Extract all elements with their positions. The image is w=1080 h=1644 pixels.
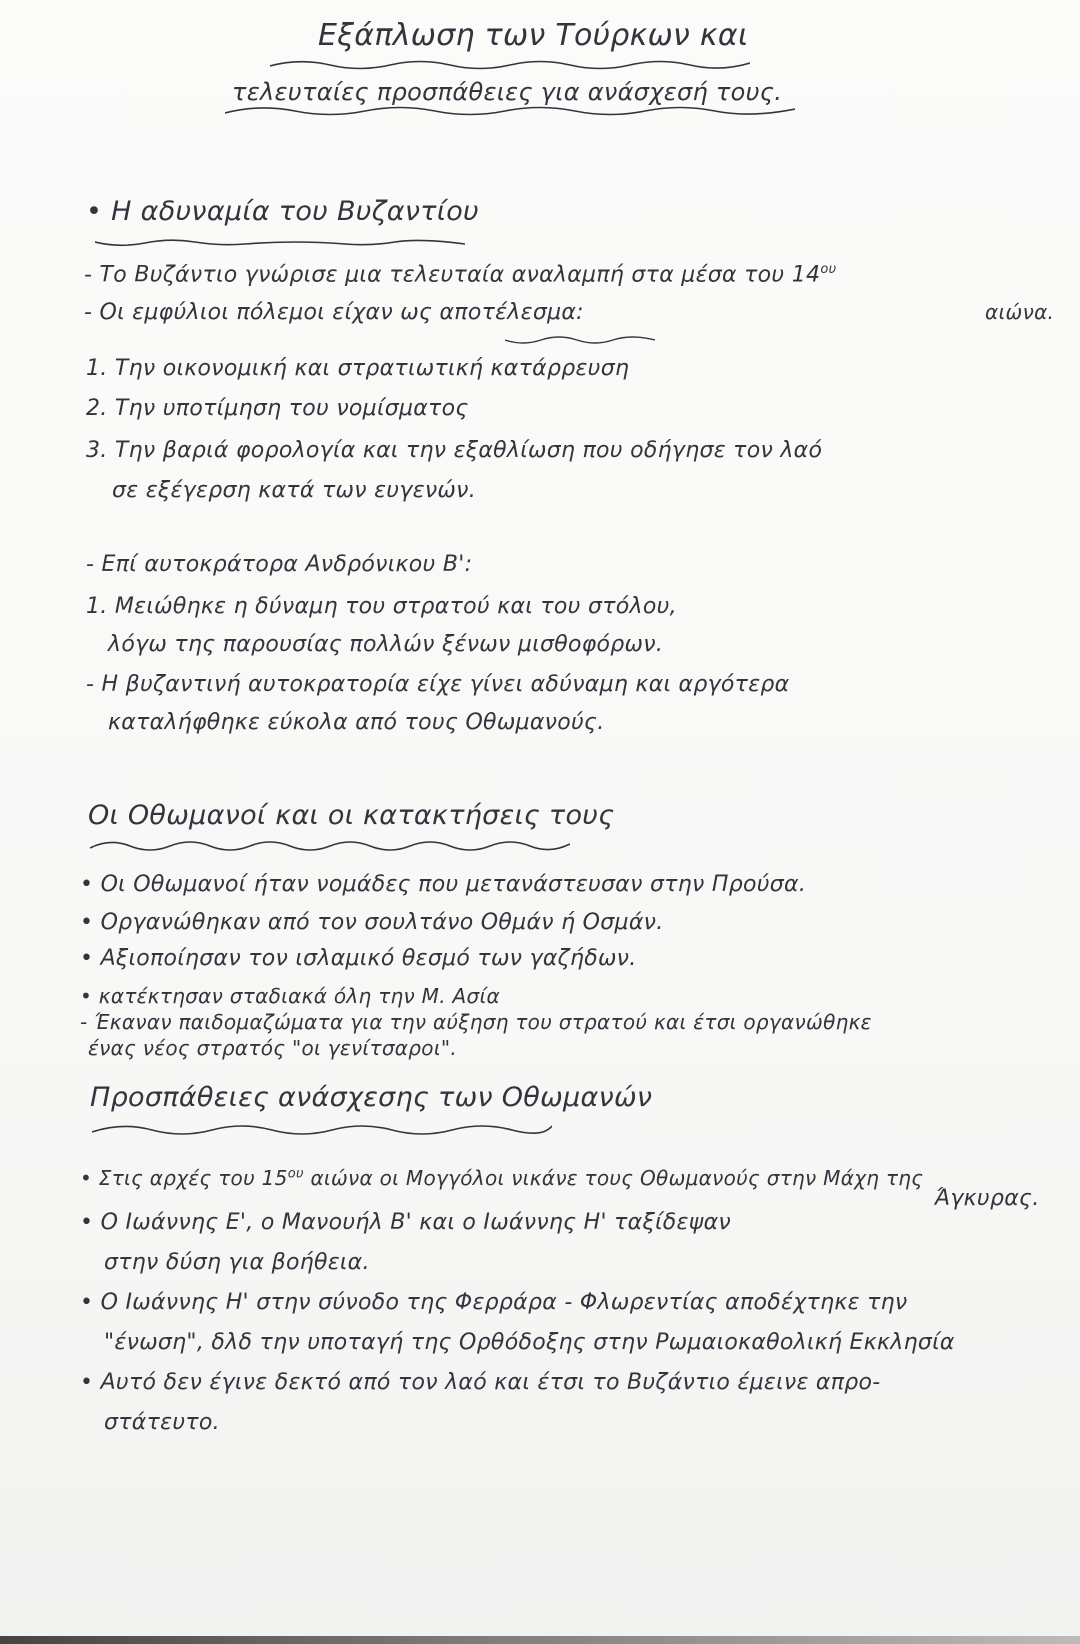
section1-underline — [95, 236, 465, 250]
section-heading-byzantine-weakness: • Η αδυναμία του Βυζαντίου — [86, 196, 479, 227]
unprotected-line-continued: στάτευτο. — [104, 1410, 220, 1435]
section-heading-containment-efforts: Προσπάθειες ανάσχεσης των Οθωμανών — [90, 1082, 653, 1113]
result-item-3: 3. Την βαριά φορολογία και την εξαθλίωση που οδήγησε τον λαό — [86, 438, 823, 463]
council-ferrara-line-continued: "ένωση", δλδ την υποταγή της Ορθόδοξης στην Ρωμαιοκαθολική Εκκλησία — [104, 1330, 955, 1355]
section2-underline — [90, 838, 570, 852]
title-underline-2 — [225, 104, 795, 118]
andronikos-point-1: 1. Μειώθηκε η δύναμη του στρατού και του στόλου, — [86, 594, 677, 619]
century-superscript-15: ου — [287, 1166, 304, 1182]
page-title-line-2: τελευταίες προσπάθειες για ανάσχεσή τους. — [232, 78, 783, 106]
ottoman-bullet-5: - Έκαναν παιδομαζώματα για την αύξηση του στρατού και έτσι οργανώθηκε — [80, 1010, 872, 1034]
emperors-travel-line-continued: στην δύση για βοήθεια. — [104, 1250, 370, 1275]
result-word-underline — [505, 334, 655, 348]
result-word-underlined: αποτέλεσμα: — [439, 300, 584, 325]
council-ferrara-line: • Ο Ιωάννης Η' στην σύνοδο της Φερράρα - Φλωρεντίας αποδέχτηκε την — [80, 1290, 908, 1315]
empire-weak-line-continued: καταλήφθηκε εύκολα από τους Οθωμανούς. — [108, 710, 605, 735]
ottoman-bullet-5-continued: ένας νέος στρατός "οι γενίτσαροι". — [88, 1036, 458, 1060]
unprotected-line: • Αυτό δεν έγινε δεκτό από τον λαό και έτσι το Βυζάντιο έμεινε απρο- — [80, 1370, 881, 1395]
mongol-victory-text-b: αιώνα οι Μογγόλοι νικάνε τους Οθωμανούς στην Μάχη της — [310, 1166, 924, 1190]
ottoman-bullet-3: • Αξιοποίησαν τον ισλαμικό θεσμό των γαζήδων. — [80, 946, 637, 971]
byzantium-revival-line — [84, 262, 836, 287]
result-item-3-continued: σε εξέγερση κατά των ευγενών. — [112, 478, 477, 503]
civil-wars-line — [84, 300, 584, 325]
byzantium-revival-text: - Το Βυζάντιο γνώρισε μια τελευταία αναλαμπή στα μέσα του 14 — [84, 262, 821, 288]
century-word: αιώνα. — [985, 300, 1055, 324]
section3-underline — [92, 1122, 552, 1136]
ankara-word: Άγκυρας. — [935, 1186, 1040, 1211]
mongol-victory-text-a: • Στις αρχές του 15 — [80, 1166, 288, 1190]
century-superscript: ου — [820, 262, 837, 277]
ottoman-bullet-1: • Οι Οθωμανοί ήταν νομάδες που μετανάστευσαν στην Προύσα. — [80, 872, 807, 897]
emperors-travel-line: • Ο Ιωάννης Ε', ο Μανουήλ Β' και ο Ιωάννης Η' ταξίδεψαν — [80, 1210, 731, 1235]
page-bottom-edge — [0, 1636, 1080, 1644]
result-item-1: 1. Την οικονομική και στρατιωτική κατάρρευση — [86, 356, 630, 381]
empire-weak-line: - Η βυζαντινή αυτοκρατορία είχε γίνει αδύναμη και αργότερα — [86, 672, 790, 697]
civil-wars-text: - Οι εμφύλιοι πόλεμοι είχαν ως — [84, 300, 440, 325]
page-title-line-1: Εξάπλωση των Τούρκων και — [318, 18, 749, 53]
ottoman-bullet-2: • Οργανώθηκαν από τον σουλτάνο Οθμάν ή Οσμάν. — [80, 910, 664, 935]
andronikos-point-1-continued: λόγω της παρουσίας πολλών ξένων μισθοφόρων. — [108, 632, 664, 657]
title-underline-1 — [270, 58, 750, 72]
mongol-victory-line — [80, 1166, 923, 1190]
result-item-2: 2. Την υποτίμηση του νομίσματος — [86, 396, 469, 421]
ottoman-bullet-4: • κατέκτησαν σταδιακά όλη την Μ. Ασία — [80, 984, 501, 1008]
andronikos-heading: - Επί αυτοκράτορα Ανδρόνικου Β': — [86, 552, 473, 577]
section-heading-ottomans: Οι Οθωμανοί και οι κατακτήσεις τους — [88, 800, 615, 831]
